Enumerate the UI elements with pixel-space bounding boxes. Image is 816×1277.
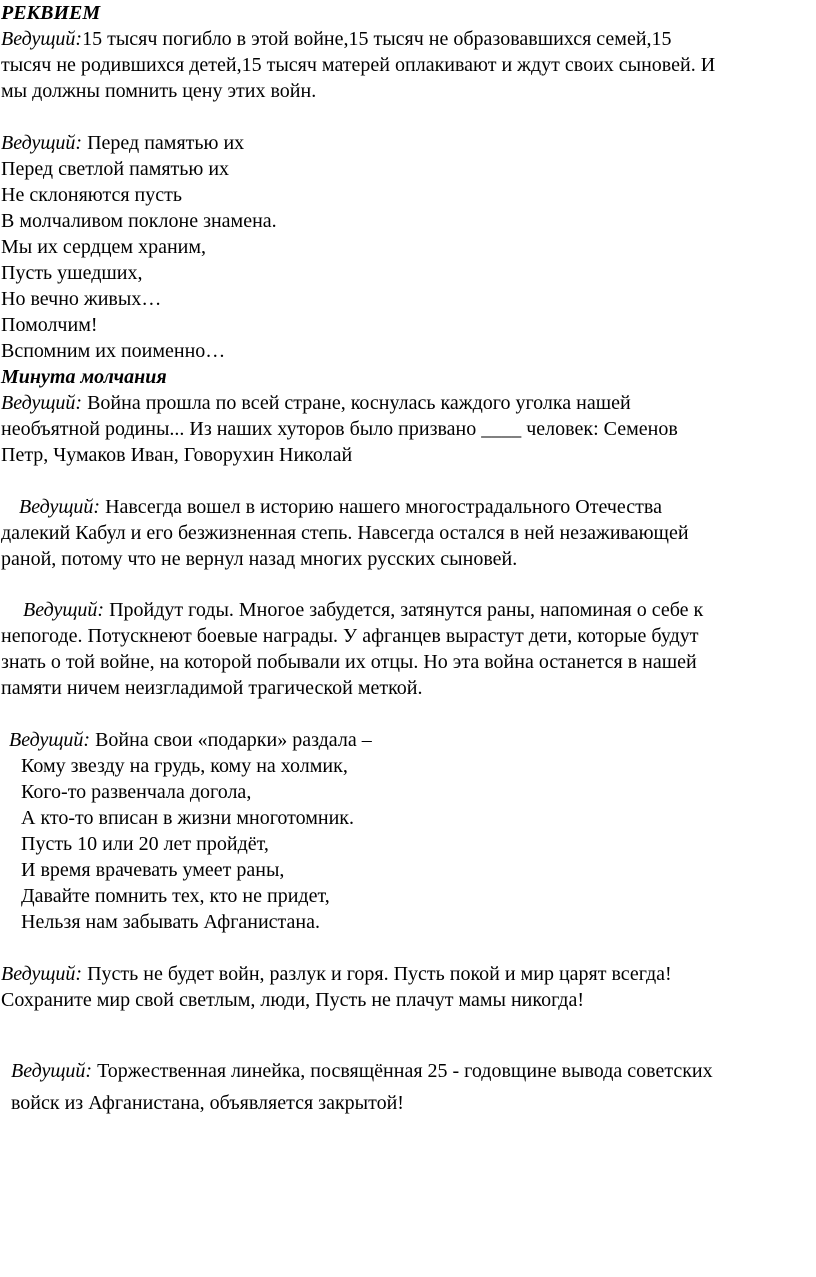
paragraph-3-line-1: [1, 390, 631, 416]
paragraph-2-line-1: [1, 130, 244, 156]
speaker-label: Ведущий:: [1, 132, 83, 154]
poem-line: Перед светлой памятью их: [1, 158, 230, 180]
paragraph-5-line-4: памяти ничем неизгладимой трагической меткой.: [1, 677, 423, 699]
minute-of-silence-heading: Минута молчания: [1, 366, 167, 388]
paragraph-6-line-1: [9, 727, 372, 753]
paragraph-1-line-3: мы должны помнить цену этих войн.: [1, 80, 317, 102]
paragraph-1-line-1: [1, 26, 672, 52]
poem-line: Кому звезду на грудь, кому на холмик,: [21, 755, 348, 777]
speaker-label: Ведущий:: [9, 729, 91, 751]
poem-line: Нельзя нам забывать Афганистана.: [21, 911, 320, 933]
paragraph-5-line-2: непогоде. Потускнеют боевые награды. У афганцев вырастут дети, которые будут: [1, 625, 699, 647]
poem-line: Не склоняются пусть: [1, 184, 182, 206]
paragraph-2-text: Перед памятью их: [82, 132, 245, 154]
poem-line: Вспомним их поименно…: [1, 340, 226, 362]
paragraph-4-line-3: раной, потому что не вернул назад многих русских сыновей.: [1, 548, 518, 570]
paragraph-5-line-1: [23, 597, 703, 623]
paragraph-5-line-3: знать о той войне, на которой побывали их отцы. Но эта война останется в нашей: [1, 651, 697, 673]
speaker-label: Ведущий:: [1, 963, 83, 985]
paragraph-4-line-1: [19, 494, 662, 520]
paragraph-1-text: 15 тысяч погибло в этой войне,15 тысяч не образовавшихся семей,15: [82, 28, 672, 50]
poem-line: Но вечно живых…: [1, 288, 162, 310]
speaker-label: Ведущий:: [1, 28, 83, 50]
speaker-label: Ведущий:: [11, 1060, 93, 1082]
paragraph-7-line-2: Сохраните мир свой светлым, люди, Пусть не плачут мамы никогда!: [1, 989, 585, 1011]
poem-line: Кого-то развенчала догола,: [21, 781, 252, 803]
paragraph-8-text: Торжественная линейка, посвящённая 25 - годовщине вывода советских: [92, 1060, 713, 1082]
paragraph-3-text: Война прошла по всей стране, коснулась каждого уголка нашей: [82, 392, 631, 414]
paragraph-7-line-1: [1, 961, 672, 987]
speaker-label: Ведущий:: [1, 392, 83, 414]
paragraph-6-text: Война свои «подарки» раздала –: [90, 729, 372, 751]
poem-line: Давайте помнить тех, кто не придет,: [21, 885, 330, 907]
poem-line: Помолчим!: [1, 314, 98, 336]
poem-line: А кто-то вписан в жизни многотомник.: [21, 807, 355, 829]
paragraph-8-line-2: войск из Афганистана, объявляется закрытой!: [11, 1092, 404, 1114]
paragraph-3-line-3: Петр, Чумаков Иван, Говорухин Николай: [1, 444, 353, 466]
paragraph-4-text: Навсегда вошел в историю нашего многострадального Отечества: [100, 496, 662, 518]
poem-line: Пусть ушедших,: [1, 262, 143, 284]
paragraph-5-text: Пройдут годы. Многое забудется, затянутся раны, напоминая о себе к: [104, 599, 704, 621]
speaker-label: Ведущий:: [23, 599, 105, 621]
document-title: РЕКВИЕМ: [1, 2, 101, 24]
paragraph-4-line-2: далекий Кабул и его безжизненная степь. Навсегда остался в ней незаживающей: [1, 522, 689, 544]
poem-line: В молчаливом поклоне знамена.: [1, 210, 277, 232]
poem-line: Пусть 10 или 20 лет пройдёт,: [21, 833, 269, 855]
poem-line: И время врачевать умеет раны,: [21, 859, 285, 881]
paragraph-3-line-2: необъятной родины... Из наших хуторов было призвано ____ человек: Семенов: [1, 418, 678, 440]
paragraph-7-text: Пусть не будет войн, разлук и горя. Пусть покой и мир царят всегда!: [82, 963, 672, 985]
paragraph-8-line-1: [11, 1058, 713, 1084]
paragraph-1-line-2: тысяч не родившихся детей,15 тысяч матерей оплакивают и ждут своих сыновей. И: [1, 54, 716, 76]
poem-line: Мы их сердцем храним,: [1, 236, 207, 258]
speaker-label: Ведущий:: [19, 496, 101, 518]
